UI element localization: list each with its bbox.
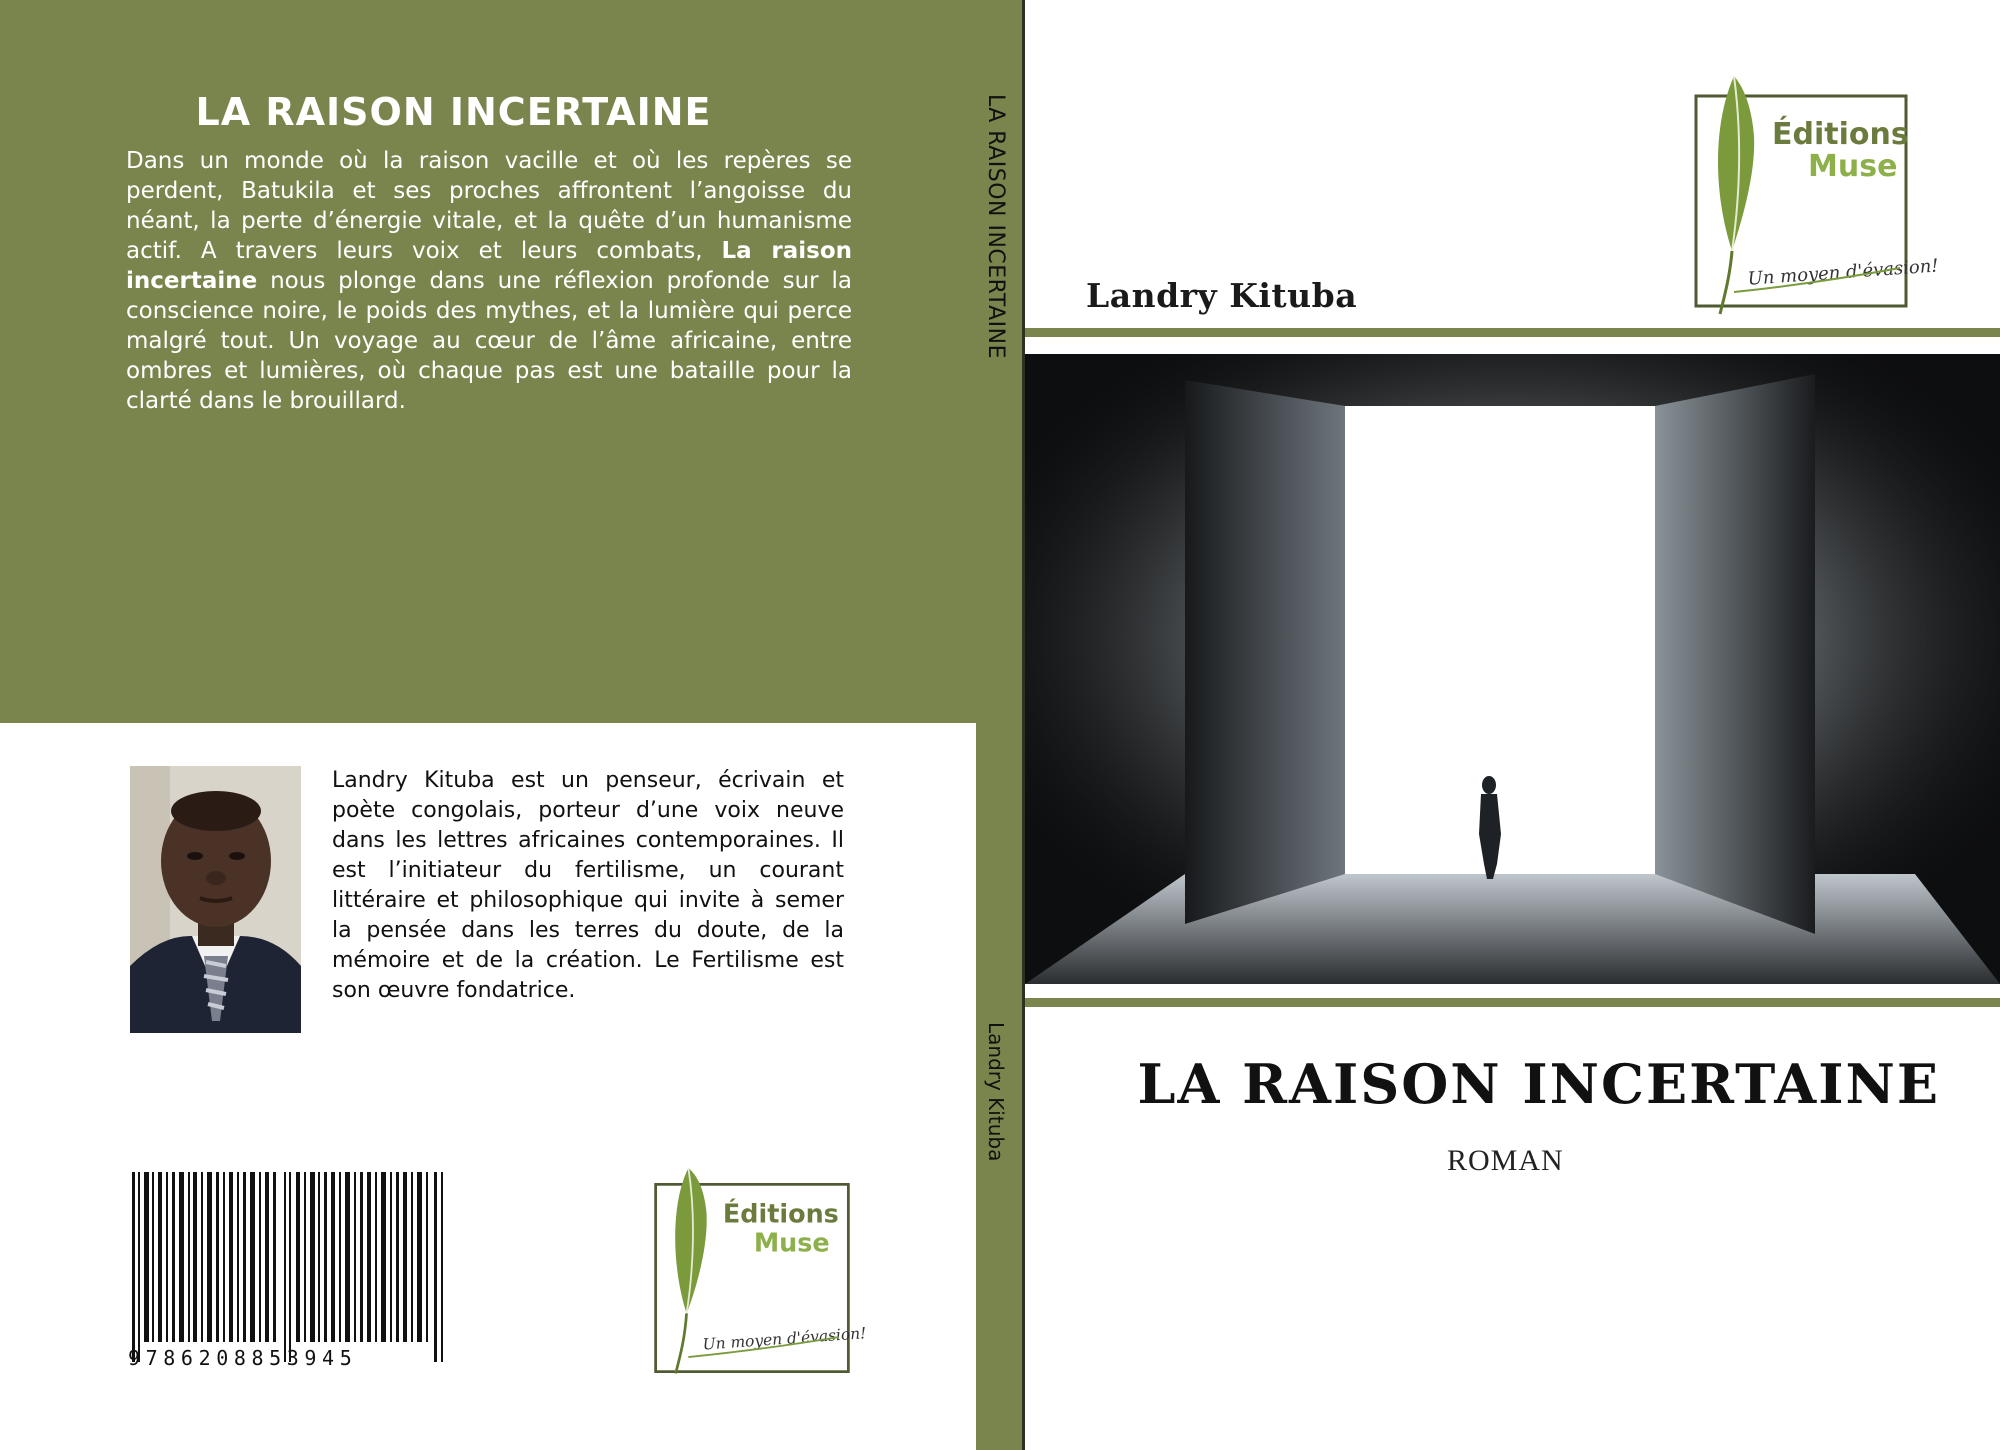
logo-line2: Muse xyxy=(1808,149,1898,184)
front-cover-subtitle: ROMAN xyxy=(1447,1144,1564,1177)
publisher-logo-front xyxy=(1692,76,1940,316)
barcode xyxy=(128,1172,450,1370)
author-biography: Landry Kituba est un penseur, écrivain et poète congolais, porteur d’une voix neuve dans les lettres africaines contemporaines. Il est l’initiateur du fertilisme, un courant littéraire et philosophique qui invite à semer la pensée dans les terres du doute, de la mémoire et de la création. Le Fertilisme est son œuvre fondatrice. xyxy=(332,768,844,1003)
logo-line2: Muse xyxy=(753,1228,830,1259)
spine-title: LA RAISON INCERTAINE xyxy=(983,94,1008,359)
publisher-logo-back xyxy=(652,1158,867,1378)
logo-tagline: Un moyen d'évasion! xyxy=(702,1324,867,1354)
back-cover-title: LA RAISON INCERTAINE xyxy=(195,90,712,134)
author-photo xyxy=(130,766,301,1033)
blurb-book-title: La raison incertaine xyxy=(126,238,853,294)
isbn-number: 9786208853945 xyxy=(128,1346,358,1370)
logo-line1: Éditions xyxy=(1772,117,1909,152)
front-cover-rule-top xyxy=(1025,328,2000,337)
front-cover-rule-bottom xyxy=(1025,998,2000,1007)
cover-image-doorway xyxy=(1025,354,2000,984)
logo-tagline: Un moyen d'évasion! xyxy=(1747,255,1940,290)
blurb-text-1: Dans un monde où la raison vacille et où les repères se perdent, Batukila et ses proches affrontent l’angoisse du néant, la perte d’énergie vitale, et la quête d’un humanisme actif. A travers leurs voix et leurs combats, xyxy=(126,148,852,264)
back-cover-blurb xyxy=(126,146,852,416)
front-cover-title: LA RAISON INCERTAINE xyxy=(1137,1052,1940,1116)
logo-line1: Éditions xyxy=(722,1199,839,1230)
front-cover-author: Landry Kituba xyxy=(1086,276,1358,315)
spine-author: Landry Kituba xyxy=(984,1022,1008,1162)
blurb-text-2: nous plonge dans une réflexion profonde sur la conscience noire, le poids des mythes, et la lumière qui perce malgré tout. Un voyage au cœur de l’âme africaine, entre ombres et lumières, où chaque pas est une bataille pour la clarté dans le brouillard. xyxy=(126,268,852,414)
